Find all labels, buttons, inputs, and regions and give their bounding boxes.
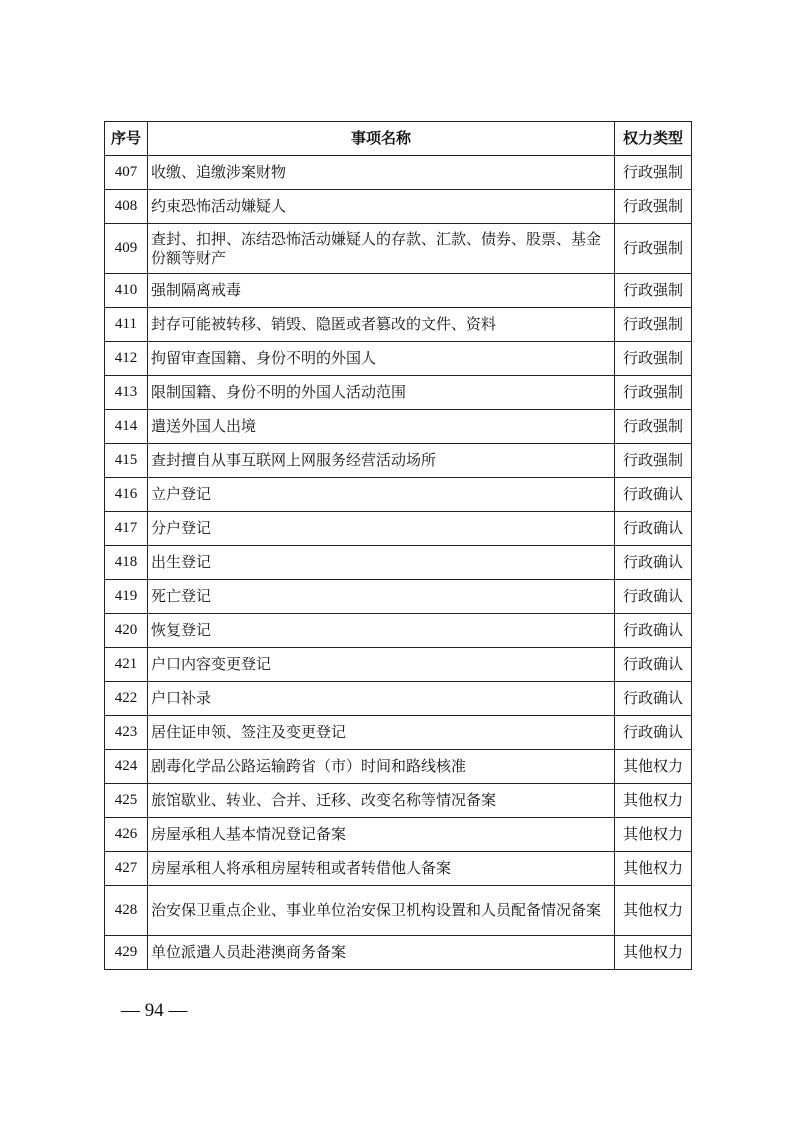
power-type: 行政强制 <box>615 190 692 224</box>
table-row <box>105 308 692 342</box>
table-row <box>105 342 692 376</box>
power-type: 其他权力 <box>615 784 692 818</box>
power-type: 行政确认 <box>615 614 692 648</box>
row-number: 408 <box>105 190 148 224</box>
table-row <box>105 716 692 750</box>
row-number: 417 <box>105 512 148 546</box>
table-row <box>105 886 692 936</box>
table-row <box>105 546 692 580</box>
item-name: 约束恐怖活动嫌疑人 <box>148 190 615 224</box>
row-number: 425 <box>105 784 148 818</box>
power-type: 行政强制 <box>615 342 692 376</box>
table-row <box>105 410 692 444</box>
power-type: 行政确认 <box>615 478 692 512</box>
header-type: 权力类型 <box>615 122 692 156</box>
item-name: 户口内容变更登记 <box>148 648 615 682</box>
table-row <box>105 648 692 682</box>
table-row <box>105 682 692 716</box>
item-name: 恢复登记 <box>148 614 615 648</box>
power-type: 行政确认 <box>615 648 692 682</box>
power-type: 行政确认 <box>615 580 692 614</box>
power-type: 行政确认 <box>615 512 692 546</box>
power-type: 行政确认 <box>615 682 692 716</box>
table-row <box>105 190 692 224</box>
row-number: 415 <box>105 444 148 478</box>
item-name: 户口补录 <box>148 682 615 716</box>
item-name: 拘留审查国籍、身份不明的外国人 <box>148 342 615 376</box>
power-type: 行政强制 <box>615 274 692 308</box>
table-row <box>105 852 692 886</box>
table-row <box>105 784 692 818</box>
row-number: 413 <box>105 376 148 410</box>
item-name: 收缴、追缴涉案财物 <box>148 156 615 190</box>
item-name: 遣送外国人出境 <box>148 410 615 444</box>
table-row <box>105 444 692 478</box>
power-type: 行政强制 <box>615 444 692 478</box>
table-row <box>105 376 692 410</box>
power-type: 其他权力 <box>615 852 692 886</box>
table-row <box>105 936 692 970</box>
table-row <box>105 478 692 512</box>
items-table <box>104 121 692 970</box>
row-number: 427 <box>105 852 148 886</box>
item-name: 查封、扣押、冻结恐怖活动嫌疑人的存款、汇款、债券、股票、基金份额等财产 <box>148 224 615 274</box>
item-name: 立户登记 <box>148 478 615 512</box>
row-number: 407 <box>105 156 148 190</box>
table-row <box>105 818 692 852</box>
row-number: 419 <box>105 580 148 614</box>
row-number: 426 <box>105 818 148 852</box>
row-number: 412 <box>105 342 148 376</box>
table-header-row <box>105 122 692 156</box>
item-name: 分户登记 <box>148 512 615 546</box>
item-name: 房屋承租人将承租房屋转租或者转借他人备案 <box>148 852 615 886</box>
power-type: 行政强制 <box>615 410 692 444</box>
row-number: 410 <box>105 274 148 308</box>
row-number: 422 <box>105 682 148 716</box>
power-type: 行政确认 <box>615 716 692 750</box>
item-name: 治安保卫重点企业、事业单位治安保卫机构设置和人员配备情况备案 <box>148 886 615 936</box>
table-row <box>105 512 692 546</box>
row-number: 428 <box>105 886 148 936</box>
table-row <box>105 156 692 190</box>
table-row <box>105 274 692 308</box>
page-number: — 94 — <box>121 1000 188 1021</box>
item-name: 剧毒化学品公路运输跨省（市）时间和路线核准 <box>148 750 615 784</box>
row-number: 409 <box>105 224 148 274</box>
power-type: 其他权力 <box>615 936 692 970</box>
power-type: 其他权力 <box>615 886 692 936</box>
power-type: 行政确认 <box>615 546 692 580</box>
row-number: 420 <box>105 614 148 648</box>
item-name: 出生登记 <box>148 546 615 580</box>
row-number: 411 <box>105 308 148 342</box>
row-number: 429 <box>105 936 148 970</box>
header-no: 序号 <box>105 122 148 156</box>
item-name: 封存可能被转移、销毁、隐匿或者篡改的文件、资料 <box>148 308 615 342</box>
power-type: 行政强制 <box>615 308 692 342</box>
item-name: 单位派遣人员赴港澳商务备案 <box>148 936 615 970</box>
row-number: 424 <box>105 750 148 784</box>
item-name: 房屋承租人基本情况登记备案 <box>148 818 615 852</box>
table-row <box>105 224 692 274</box>
power-type: 行政强制 <box>615 224 692 274</box>
power-type: 其他权力 <box>615 818 692 852</box>
item-name: 居住证申领、签注及变更登记 <box>148 716 615 750</box>
power-type: 行政强制 <box>615 156 692 190</box>
item-name: 强制隔离戒毒 <box>148 274 615 308</box>
row-number: 416 <box>105 478 148 512</box>
table-row <box>105 750 692 784</box>
power-type: 其他权力 <box>615 750 692 784</box>
row-number: 423 <box>105 716 148 750</box>
item-name: 查封擅自从事互联网上网服务经营活动场所 <box>148 444 615 478</box>
item-name: 死亡登记 <box>148 580 615 614</box>
row-number: 421 <box>105 648 148 682</box>
item-name: 限制国籍、身份不明的外国人活动范围 <box>148 376 615 410</box>
table-row <box>105 580 692 614</box>
power-type: 行政强制 <box>615 376 692 410</box>
row-number: 418 <box>105 546 148 580</box>
header-name: 事项名称 <box>148 122 615 156</box>
row-number: 414 <box>105 410 148 444</box>
table-row <box>105 614 692 648</box>
item-name: 旅馆歇业、转业、合并、迁移、改变名称等情况备案 <box>148 784 615 818</box>
